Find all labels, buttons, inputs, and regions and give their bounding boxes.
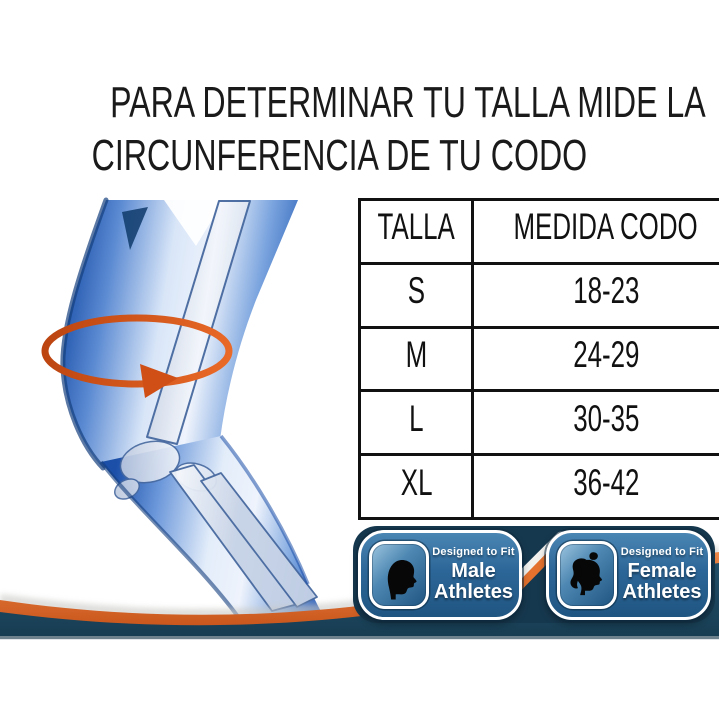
badge-text-female	[617, 547, 708, 603]
table-header-medida-codo: MEDIDA CODO	[473, 200, 719, 264]
badge-text-male	[429, 547, 519, 603]
page-title-line-2	[0, 133, 660, 179]
table-header-row	[360, 200, 719, 264]
table-row	[360, 391, 719, 455]
size-cell: M	[360, 327, 473, 391]
badge-tagline: Designed to Fit	[432, 545, 515, 558]
male-profile-silhouette-icon	[376, 546, 422, 604]
table-row	[360, 263, 719, 327]
measure-cell: 24-29	[473, 327, 719, 391]
swoosh-bottom-edge	[0, 636, 719, 639]
badge-audience: Female	[627, 559, 697, 582]
table-row	[360, 327, 719, 391]
female-emblem	[557, 541, 617, 609]
measure-cell: 30-35	[473, 391, 719, 455]
badge-label: Athletes	[622, 580, 702, 603]
badge-female-athletes	[546, 530, 711, 620]
table-row	[360, 455, 719, 519]
badge-label: Athletes	[434, 580, 513, 603]
size-chart-table	[358, 198, 719, 520]
badge-tagline: Designed to Fit	[620, 545, 704, 558]
page-title-text-1: PARA DETERMINAR TU TALLA MIDE LA	[110, 78, 706, 127]
male-emblem	[369, 541, 429, 609]
size-cell: S	[360, 263, 473, 327]
page-title-line-1	[0, 78, 706, 127]
badge-male-athletes	[358, 530, 522, 620]
table-header-talla: TALLA	[360, 200, 473, 264]
measure-cell: 36-42	[473, 455, 719, 519]
size-cell: L	[360, 391, 473, 455]
badge-audience: Male	[451, 559, 496, 582]
female-profile-silhouette-icon	[564, 546, 610, 604]
measure-cell: 18-23	[473, 263, 719, 327]
page-title-text-2: CIRCUNFERENCIA DE TU CODO	[91, 131, 588, 180]
size-cell: XL	[360, 455, 473, 519]
